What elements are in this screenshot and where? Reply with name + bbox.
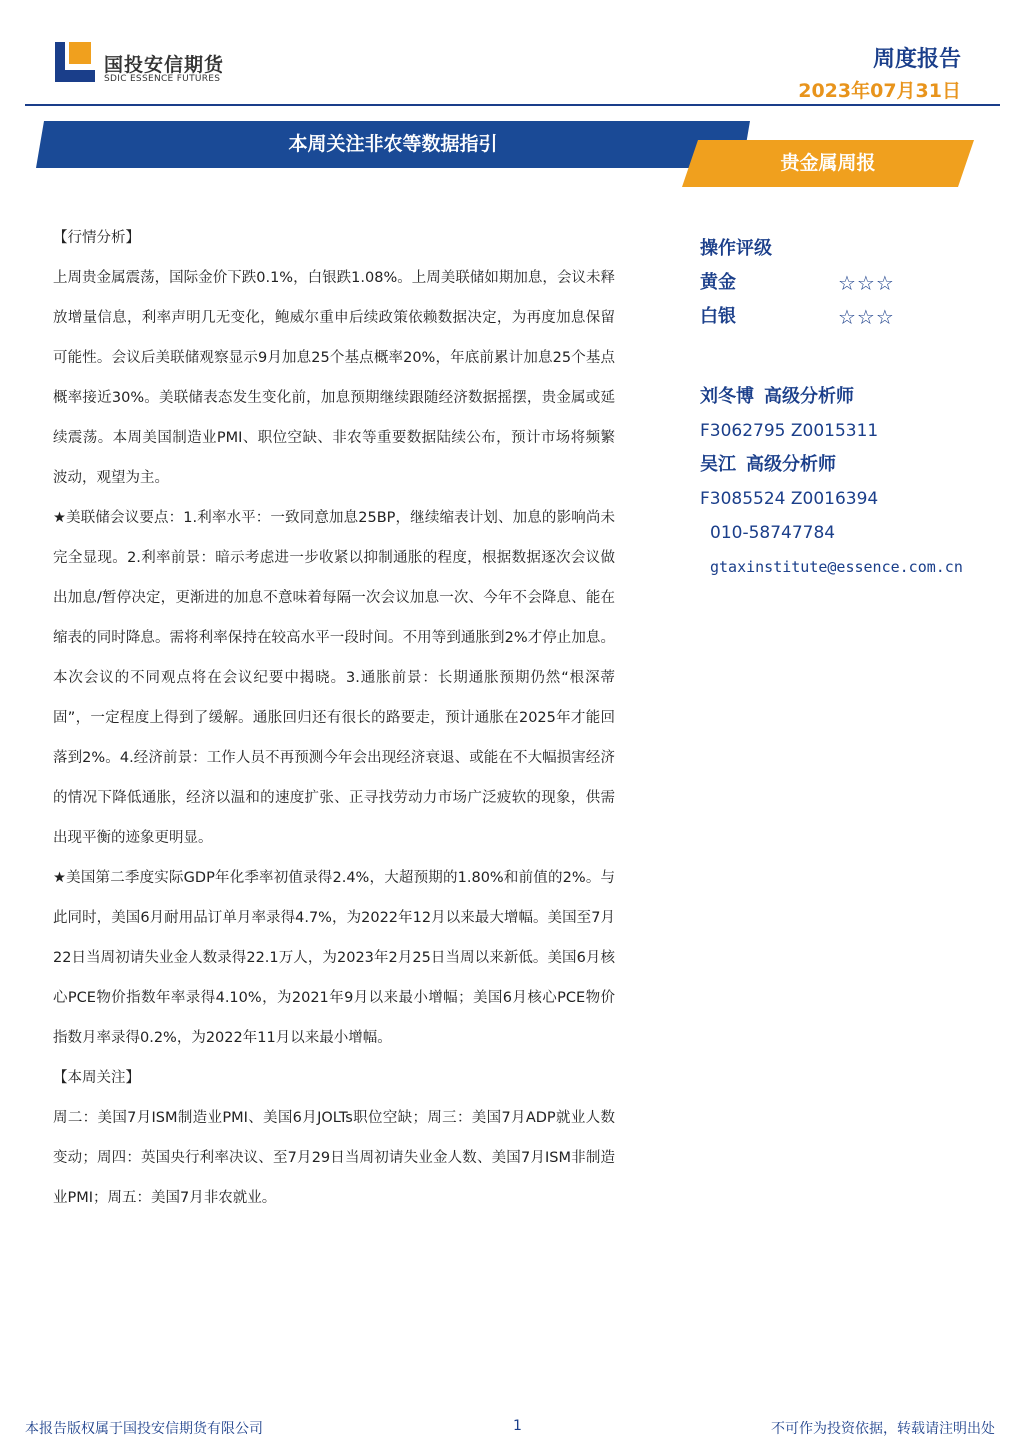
report-date: 2023年07月31日 xyxy=(798,80,961,102)
rating-row-gold xyxy=(700,266,1018,300)
rating-row-silver xyxy=(700,300,1018,334)
company-logo xyxy=(55,42,95,82)
brand-name-en: SDIC ESSENCE FUTURES xyxy=(104,74,221,84)
analyst-name: 刘冬博 xyxy=(700,386,754,407)
section-title: 贵金属周报 xyxy=(780,152,876,174)
brand-name-cn: 国投安信期货 xyxy=(104,54,225,76)
section-heading-this-week: 【本周关注】 xyxy=(53,1070,140,1086)
contact-email[interactable]: gtaxinstitute@essence.com.cn xyxy=(710,558,963,576)
footer-copyright: 本报告版权属于国投安信期货有限公司 xyxy=(25,1421,263,1437)
analyst-title: 高级分析师 xyxy=(746,454,836,475)
paragraph-market-summary: 上周贵金属震荡，国际金价下跌0.1%，白银跌1.08%。上周美联储如期加息，会议未释放增量信息，利率声明几无变化，鲍威尔重申后续政策依赖数据决定，为再度加息保留可能性。会议后美联储观察显示9月加息25个基点概率20%，年底前累计加息25个基点概率接近30%。美联储表态发生变化前，加息预期继续跟随经济数据摇摆，贵金属或延续震荡。本周美国制造业PMI、职位空缺、非农等重要数据陆续公布，预计市场将频繁波动，观望为主。 xyxy=(53,270,615,486)
paragraph-us-data: ★美国第二季度实际GDP年化季率初值录得2.4%，大超预期的1.80%和前值的2%。与此同时，美国6月耐用品订单月率录得4.7%，为2022年12月以来最大增幅。美国至7月22日当周初请失业金人数录得22.1万人，为2023年2月25日当周以来新低。美国6月核心PCE物价指数年率录得4.10%，为2021年9月以来最小增幅；美国6月核心PCE物价指数月率录得0.2%，为2022年11月以来最小增幅。 xyxy=(53,870,615,1046)
logo-orange-square xyxy=(69,42,91,64)
rating-stars: ☆☆☆ xyxy=(838,271,895,295)
report-title: 本周关注非农等数据指引 xyxy=(288,133,498,155)
rating-asset: 黄金 xyxy=(700,272,736,293)
analyst-name: 吴江 xyxy=(700,454,736,475)
analyst-1 xyxy=(700,380,1018,414)
analyst-2 xyxy=(700,448,1018,482)
rating-stars: ☆☆☆ xyxy=(838,305,895,329)
analyst-info xyxy=(700,380,1018,584)
section-heading-market-analysis: 【行情分析】 xyxy=(53,230,140,246)
paragraph-fed-meeting: ★美联储会议要点：1.利率水平：一致同意加息25BP，继续缩表计划、加息的影响尚未完全显现。2.利率前景：暗示考虑进一步收紧以抑制通胀的程度，根据数据逐次会议做出加息/暂停决定，更渐进的加息不意味着每隔一次会议加息一次、今年不会降息、能在缩表的同时降息。需将利率保持在较高水平一段时间。不用等到通胀到2%才停止加息。本次会议的不同观点将在会议纪要中揭晓。3.通胀前景：长期通胀预期仍然“根深蒂固”，一定程度上得到了缓解。通胀回归还有很长的路要走，预计通胀在2025年才能回落到2%。4.经济前景：工作人员不再预测今年会出现经济衰退、或能在不大幅损害经济的情况下降低通胀，经济以温和的速度扩张、正寻找劳动力市场广泛疲软的现象，供需出现平衡的迹象更明显。 xyxy=(53,510,615,846)
rating-title: 操作评级 xyxy=(700,238,772,259)
header-divider xyxy=(25,104,1000,106)
paragraph-weekly-calendar: 周二：美国7月ISM制造业PMI、美国6月JOLTs职位空缺；周三：美国7月ADP就业人数变动；周四：英国央行利率决议、至7月29日当周初请失业金人数、美国7月ISM非制造业PMI；周五：美国7月非农就业。 xyxy=(53,1110,615,1206)
page-number: 1 xyxy=(513,1418,522,1434)
report-body xyxy=(53,218,615,1218)
footer-disclaimer: 不可作为投资依据，转载请注明出处 xyxy=(771,1421,995,1437)
analyst-2-codes: F3085524 Z0016394 xyxy=(700,489,879,509)
report-type: 周度报告 xyxy=(872,47,961,72)
sidebar xyxy=(700,232,1018,584)
rating-asset: 白银 xyxy=(700,306,736,327)
contact-phone: 010-58747784 xyxy=(710,523,836,543)
analyst-1-codes: F3062795 Z0015311 xyxy=(700,421,879,441)
analyst-title: 高级分析师 xyxy=(764,386,854,407)
